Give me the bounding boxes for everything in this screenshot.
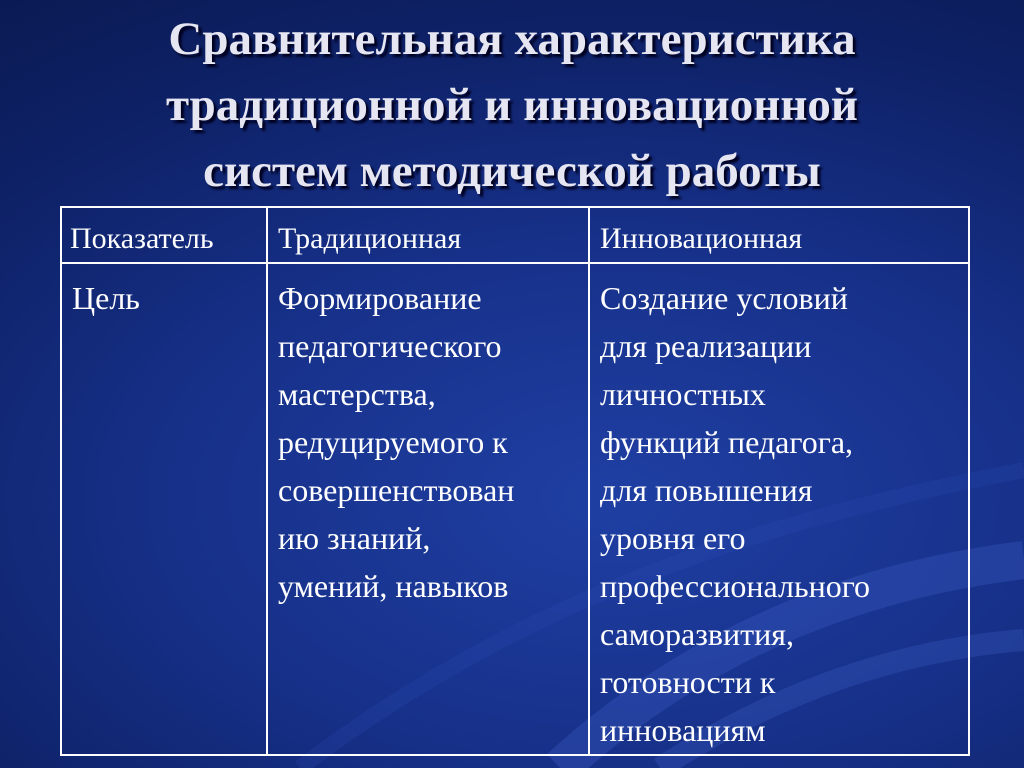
text-line: саморазвития, — [600, 616, 794, 652]
text-line: редуцируемого к — [278, 424, 508, 460]
text-line: мастерства, — [278, 376, 436, 412]
table-row — [61, 263, 969, 755]
text-line: совершенствован — [278, 472, 515, 508]
innovative-text — [600, 274, 958, 754]
text-line: функций педагога, — [600, 424, 854, 460]
text-line: ию знаний, — [278, 520, 431, 556]
text-line: для повышения — [600, 472, 813, 508]
text-line: для реализации — [600, 328, 812, 364]
traditional-text — [278, 274, 578, 610]
text-line: инновациям — [600, 712, 766, 748]
cell-innovative — [589, 263, 969, 755]
cell-indicator: Цель — [61, 263, 267, 755]
text-line: уровня его — [600, 520, 746, 556]
header-cell-traditional: Традиционная — [267, 207, 589, 263]
text-line: готовности к — [600, 664, 776, 700]
text-line: профессионального — [600, 568, 871, 604]
slide-title-line: Сравнительная характеристика — [168, 13, 856, 65]
table-header-row — [61, 207, 969, 263]
slide-title — [40, 6, 984, 204]
text-line: Формирование — [278, 280, 482, 316]
slide-title-line: систем методической работы — [203, 145, 821, 197]
comparison-table — [60, 206, 970, 756]
header-cell-indicator: Показатель — [61, 207, 267, 263]
header-cell-innovative: Инновационная — [589, 207, 969, 263]
slide-title-line: традиционной и инновационной — [166, 79, 858, 131]
text-line: педагогического — [278, 328, 502, 364]
text-line: личностных — [600, 376, 766, 412]
text-line: умений, навыков — [278, 568, 509, 604]
cell-traditional — [267, 263, 589, 755]
text-line: Создание условий — [600, 280, 848, 316]
